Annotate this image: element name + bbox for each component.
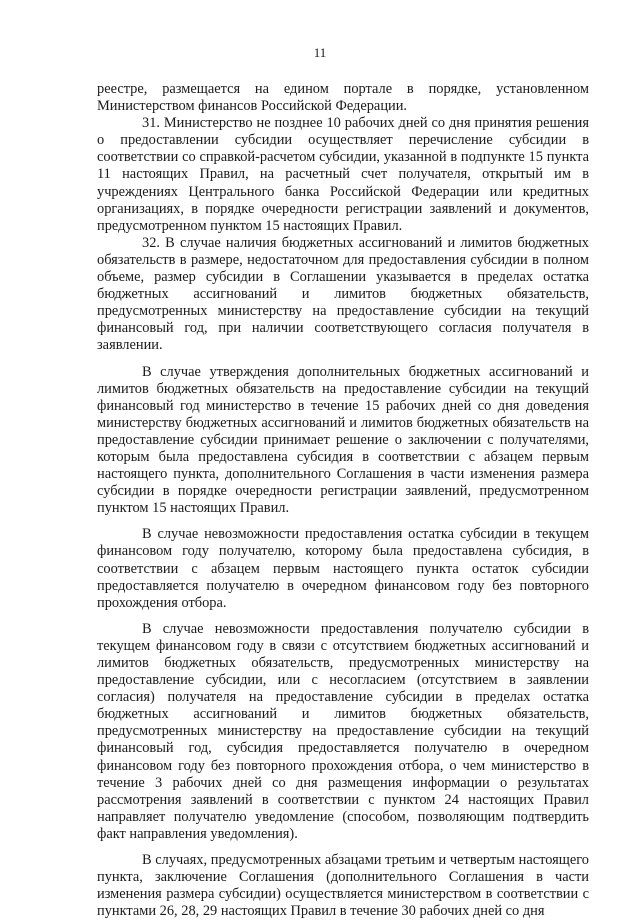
paragraph-impossibility: В случае невозможности предоставления получателю субсидии в текущем финансовом году в связи с отсутствием бюджетных ассигнований и лимитов бюджетных обязательств, предусмотренных министерству на предоставление субсидии, или с несогласием (отсутствием в заявлении согласия) получателя на предоставление субсидии в пределах остатка бюджетных ассигнований и лимитов бюджетных обязательств, предусмотренных министерству на предоставление субсидии на текущий финансовый год, субсидия предоставляется получателю в очередном финансовом году без повторного прохождения отбора, о чем министерство в течение 3 рабочих дней со дня размещения информации о результатах рассмотрения заявлений в соответствии с пунктом 24 настоящих Правил направляет получателю уведомление (способом, позволяющим подтвердить факт направления уведомления). bbox=[97, 620, 589, 842]
paragraph-continuation: реестре, размещается на едином портале в порядке, установленном Министерством финансов Российской Федерации. bbox=[97, 81, 589, 115]
paragraph-agreement-conclusion: В случаях, предусмотренных абзацами третьим и четвертым настоящего пункта, заключение Соглашения (дополнительного Соглашения в части изменения размера субсидии) осуществляется министерством в соответствии с пунктами 26, 28, 29 настоящих Правил в течение 30 рабочих дней со дня bbox=[97, 852, 589, 920]
page-number: 11 bbox=[313, 45, 327, 60]
document-body bbox=[97, 81, 589, 920]
paragraph-item-32: 32. В случае наличия бюджетных ассигнований и лимитов бюджетных обязательств в размере, недостаточном для предоставления субсидии в полном объеме, размер субсидии в Соглашении указывается в пределах остатка бюджетных ассигнований и лимитов бюджетных обязательств, предусмотренных министерству на предоставление субсидии на текущий финансовый год, при наличии соответствующего согласия получателя в заявлении. bbox=[97, 234, 589, 354]
paragraph-remainder-next-year: В случае невозможности предоставления остатка субсидии в текущем финансовом году получателю, которому была предоставлена субсидия, в соответствии с абзацем первым настоящего пункта остаток субсидии предоставляется получателю в очередном финансовом году без повторного прохождения отбора. bbox=[97, 526, 589, 611]
paragraph-additional-allocations: В случае утверждения дополнительных бюджетных ассигнований и лимитов бюджетных обязательств на предоставление субсидии на текущий финансовый год министерство в течение 15 рабочих дней со дня доведения министерству бюджетных ассигнований и лимитов бюджетных обязательств на предоставление субсидии принимает решение о заключении с получателями, которым была предоставлена субсидия в соответствии с абзацем первым настоящего пункта, дополнительного Соглашения в части изменения размера субсидии в порядке очередности регистрации заявлений, предусмотренном пунктом 15 настоящих Правил. bbox=[97, 363, 589, 517]
paragraph-item-31: 31. Министерство не позднее 10 рабочих дней со дня принятия решения о предоставлении субсидии осуществляет перечисление субсидии в соответствии со справкой-расчетом субсидии, указанной в подпункте 15 пункта 11 настоящих Правил, на расчетный счет получателя, открытый им в учреждениях Центрального банка Российской Федерации или кредитных организациях, в порядке очередности регистрации заявлений и документов, предусмотренном пунктом 15 настоящих Правил. bbox=[97, 115, 589, 234]
